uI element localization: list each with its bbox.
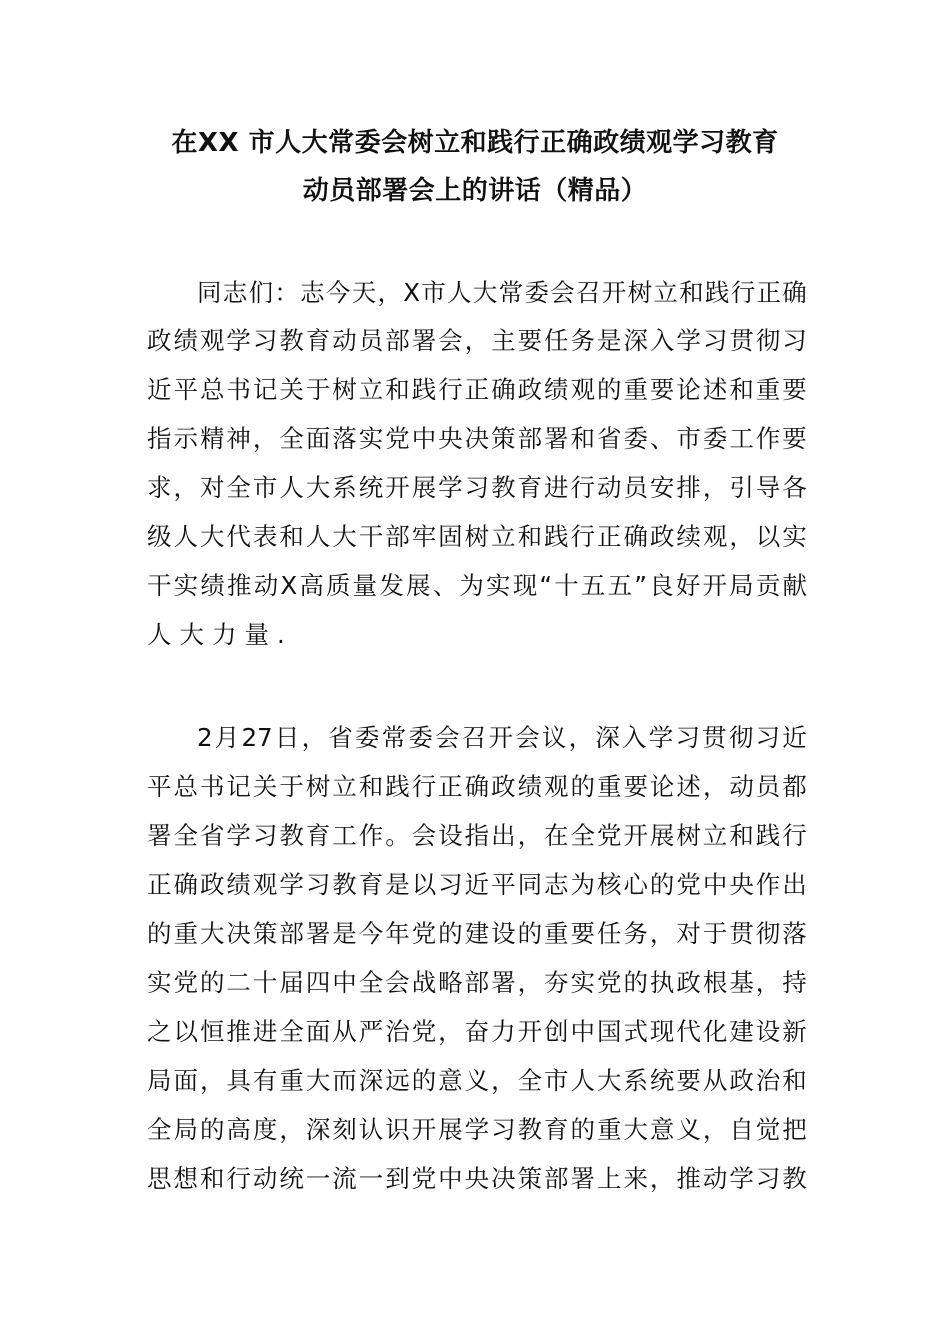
paragraph-line: 正 确 政 绩 观 学 习 教 育 是 以 习 近 平 同 志 为 核 心 的 党 中 央 作 出: [147, 870, 807, 899]
paragraph-line: 求 ， 对 全 市 人 大 系 统 开 展 学 习 教 育 进 行 动 员 安 排 ， 引 导 各: [147, 473, 807, 502]
paragraph-line: 同 志 们 ： 志 今 天 ， X 市 人 大 常 委 会 召 开 树 立 和 践 行 正 确: [197, 278, 807, 307]
paragraph-line: 干 实 绩 推 动 X 高 质 量 发 展 、 为 实 现 “ 十 五 五 ” 良 好 开 局 贡 献: [147, 571, 807, 600]
paragraph-line: 人大力量.: [147, 620, 293, 649]
document-title-line-1: 在XX 市人大常委会树立和践行正确政绩观学习教育: [171, 128, 779, 158]
paragraph-line: 全 局 的 高 度 ， 深 刻 认 识 开 展 学 习 教 育 的 重 大 意 义 ， 自 觉 把: [147, 1115, 807, 1144]
paragraph-line: 近 平 总 书 记 关 于 树 立 和 践 行 正 确 政 绩 观 的 重 要 论 述 和 重 要: [147, 375, 807, 404]
paragraph-line: 署 全 省 学 习 教 育 工 作 。 会 设 指 出 ， 在 全 党 开 展 树 立 和 践 行: [147, 821, 807, 850]
paragraph-line: 级 人 大 代 表 和 人 大 干 部 牢 固 树 立 和 践 行 正 确 政 续 观 ， 以 实: [147, 522, 807, 551]
paragraph-line: 政 绩 观 学 习 教 育 动 员 部 署 会 ， 主 要 任 务 是 深 入 学 习 贯 彻 习: [147, 326, 807, 355]
paragraph-line: 思 想 和 行 动 统 一 流 一 到 党 中 央 决 策 部 署 上 来 ， 推 动 学 习 教: [147, 1164, 807, 1193]
paragraph-line: 平 总 书 记 关 于 树 立 和 践 行 正 确 政 绩 观 的 重 要 论 述 ， 动 员 都: [147, 772, 807, 801]
document-title-line-2: 动员部署会上的讲话（精品）: [302, 176, 648, 206]
paragraph-line: 指 示 精 神 ， 全 面 落 实 党 中 央 决 策 部 署 和 省 委 、 市 委 工 作 要: [147, 424, 807, 453]
paragraph-line: 的 重 大 决 策 部 署 是 今 年 党 的 建 设 的 重 要 任 务 ， 对 于 贯 彻 落: [147, 919, 807, 948]
paragraph-line: 2 月 27 日 ， 省 委 常 委 会 召 开 会 议 ， 深 入 学 习 贯 彻 习 近: [197, 723, 807, 752]
paragraph-line: 之 以 恒 推 进 全 面 从 严 治 党 ， 奋 力 开 创 中 国 式 现 代 化 建 设 新: [147, 1017, 807, 1046]
paragraph-line: 实 党 的 二 十 届 四 中 全 会 战 略 部 署 ， 夯 实 党 的 执 政 根 基 ， 持: [147, 968, 807, 997]
paragraph-line: 局 面 ， 具 有 重 大 而 深 远 的 意 义 ， 全 市 人 大 系 统 要 从 政 治 和: [147, 1066, 807, 1095]
